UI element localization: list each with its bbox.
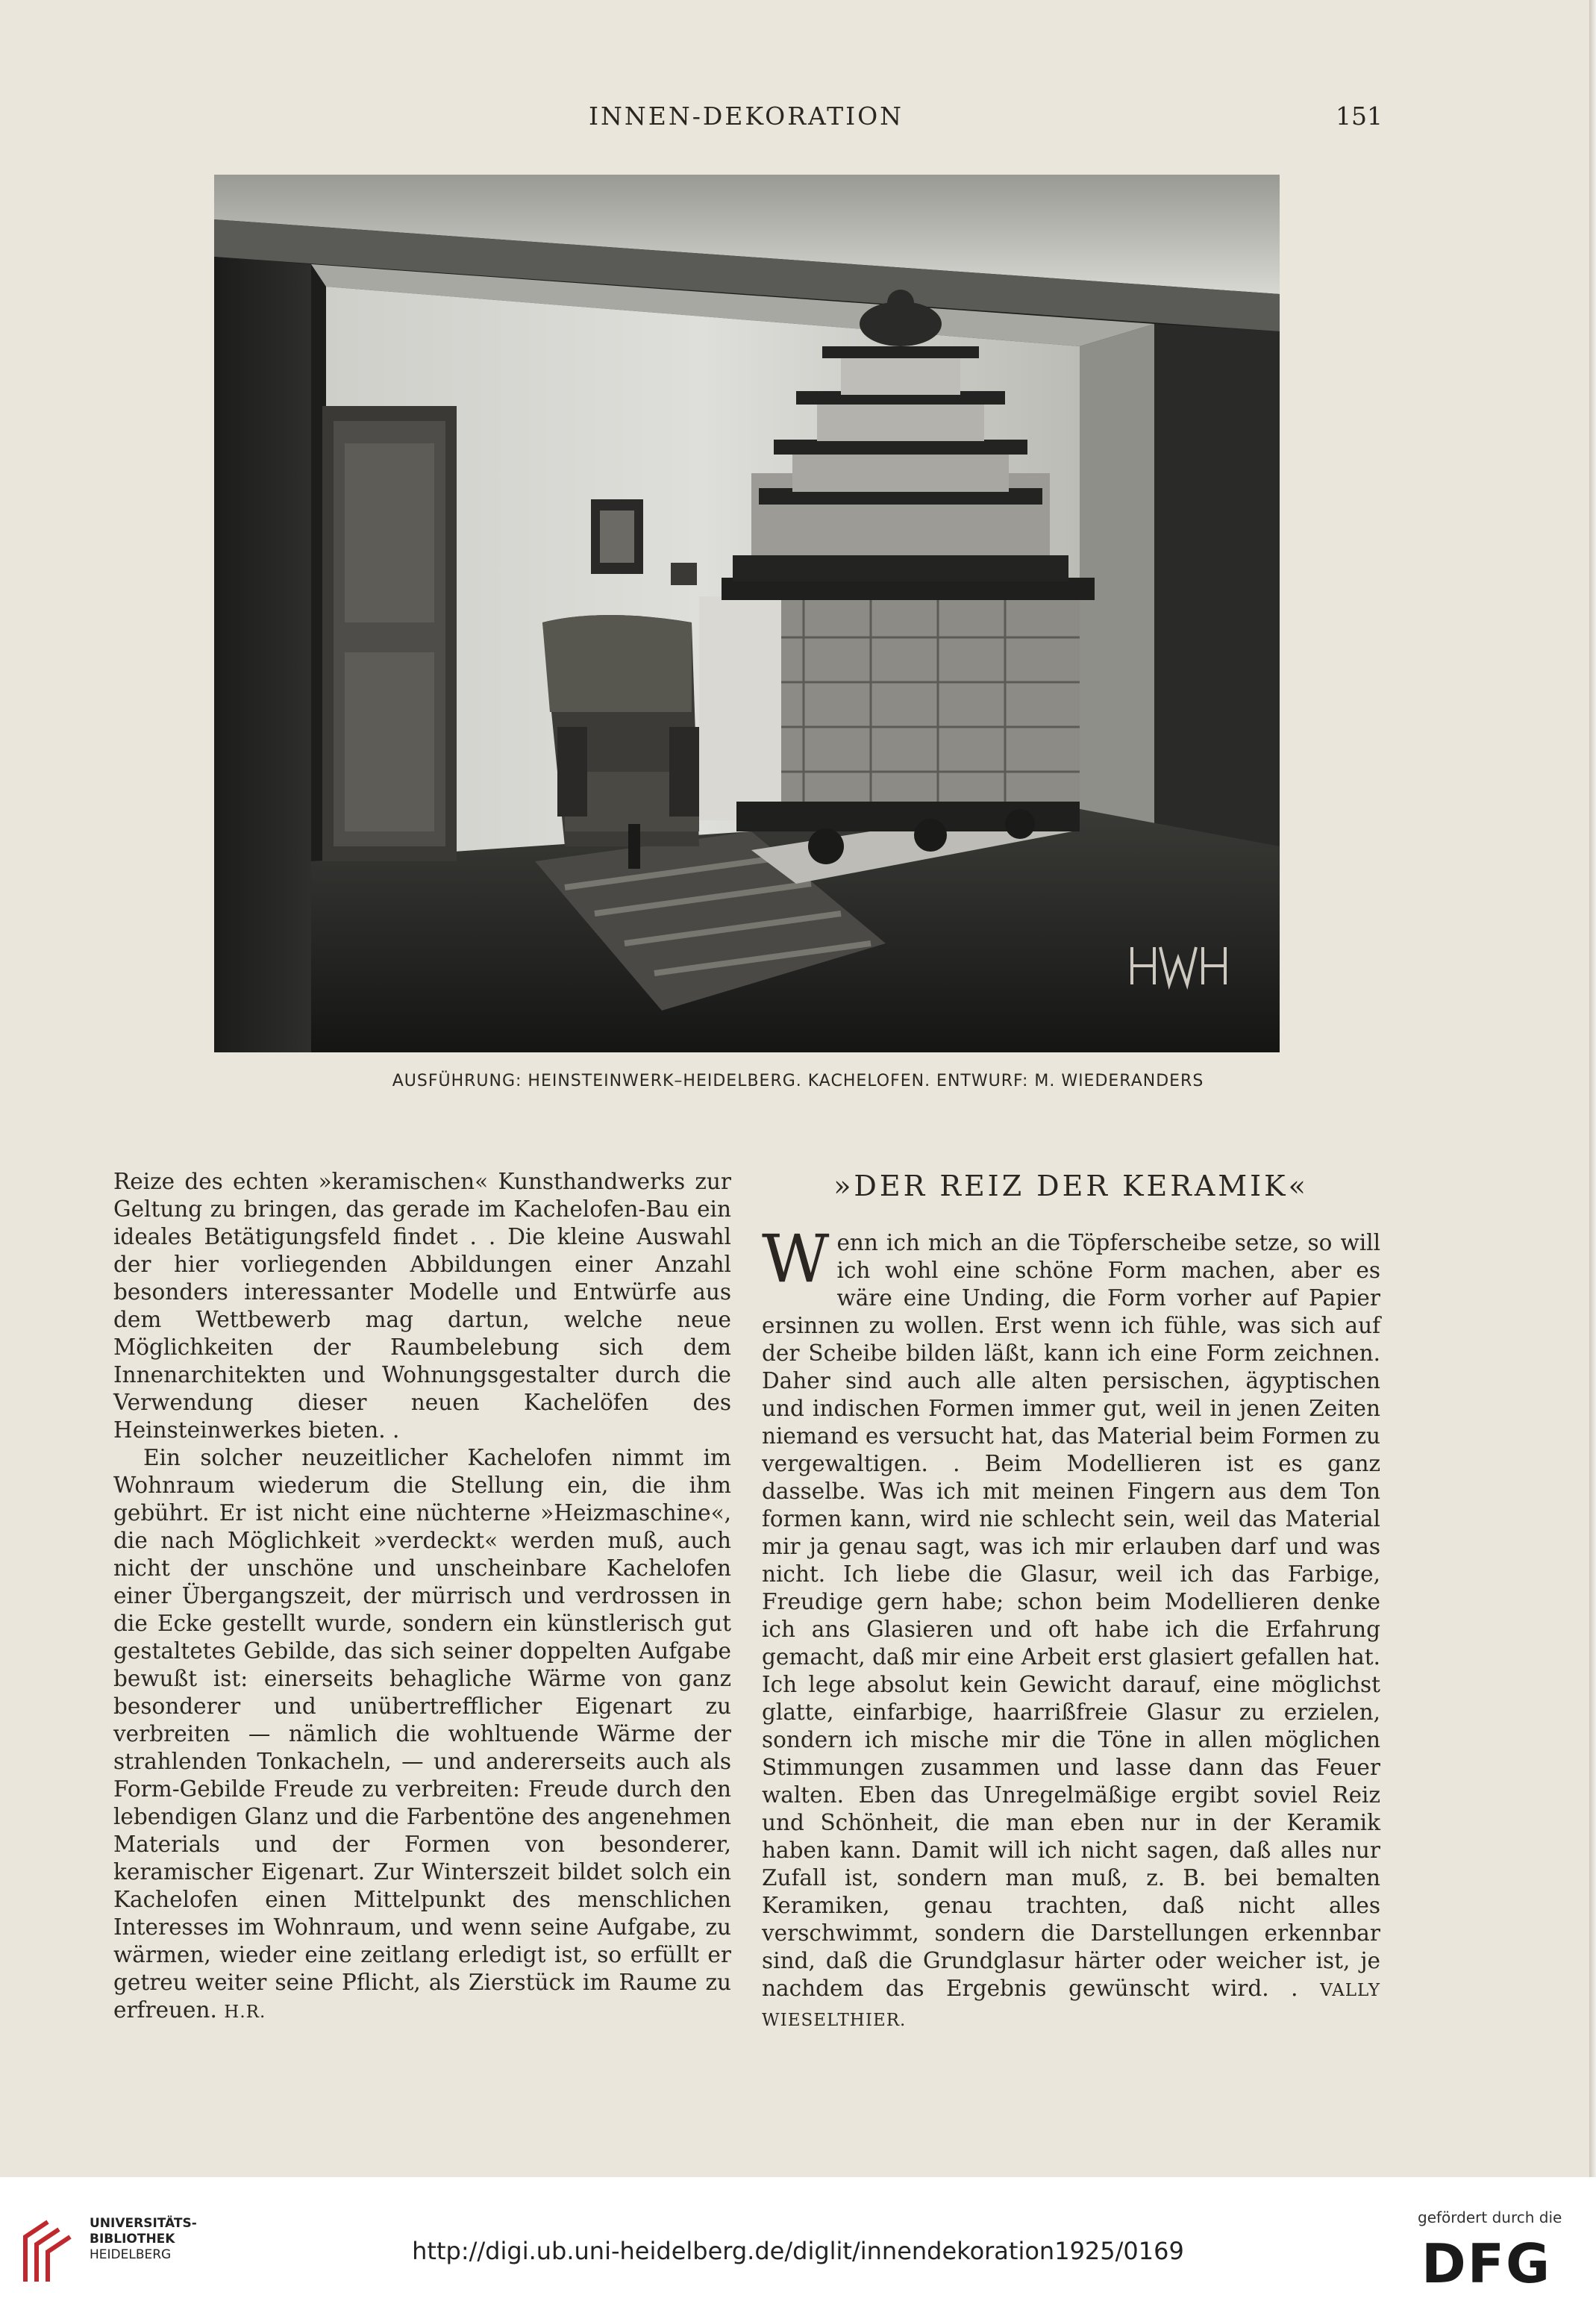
photo-kachelofen bbox=[214, 175, 1280, 1052]
library-line-3: HEIDELBERG bbox=[90, 2247, 172, 2262]
library-line-2: BIBLIOTHEK bbox=[90, 2232, 175, 2247]
library-line-1: UNIVERSITÄTS- bbox=[90, 2216, 197, 2231]
photo-caption: AUSFÜHRUNG: HEINSTEINWERK–HEIDELBERG. KACHELOFEN. ENTWURF: M. WIEDERANDERS bbox=[392, 1072, 1204, 1090]
article-title: »DER REIZ DER KERAMIK« bbox=[833, 1170, 1309, 1202]
dfg-logo: DFG bbox=[1421, 2232, 1552, 2295]
right-signature: VALLY WIESELTHIER. bbox=[762, 1981, 1380, 2030]
left-paragraph-2-text: Ein solcher neuzeitlicher Kachelofen nimmt im Wohnraum wiederum die Stellung ein, die ihm gebührt. Er ist nicht eine nüchterne »Heizmaschine«, die nach Möglichkeit »verdeckt« werden muß, auch nicht der unschöne und unscheinbare Kachelofen einer Übergangszeit, der mürrisch und verdrossen in die Ecke gestellt wurde, sondern ein künstlerisch gut gestaltetes Gebilde, das sich seiner doppelten Aufgabe bewußt ist: einerseits behagliche Wärme von ganz besonderer und unübertrefflicher Eigenart zu verbreiten — nämlich die wohltuende Wärme der strahlenden Tonkacheln, — und andererseits auch als Form-Gebilde Freude zu verbreiten: Freude durch den lebendigen Glanz und die Farbentöne des angenehmen Materials und der Formen von besonderer, keramischer Eigenart. Zur Winterszeit bildet solch ein Kachelofen einen Mittelpunkt des menschlichen Interesses im Wohnraum, und wenn seine Aufgabe, zu wärmen, wieder eine zeitlang erledigt ist, so erfüllt er getreu weiter seine Pflicht, als Zierstück im Raume zu erfreuen. bbox=[113, 1445, 731, 2023]
drop-cap: W bbox=[762, 1220, 830, 1297]
page-edge bbox=[1589, 0, 1596, 2304]
left-paragraph-1: Reize des echten »keramischen« Kunsthandwerks zur Geltung zu bringen, das gerade im Kachelofen-Bau ein ideales Betätigungsfeld findet . . Die kleine Auswahl der hier vorliegenden Abbildungen einer Anzahl besonders interessanter Modelle und Entwürfe aus dem Wettbewerb mag dartun, welche neue Möglichkeiten der Raumbelebung sich dem Innenarchitekten und Wohnungsgestalter durch die Verwendung dieser neuen Kachelöfen des Heinsteinwerkes bieten. . bbox=[113, 1169, 731, 1443]
funding-note: gefördert durch die bbox=[1418, 2208, 1562, 2226]
page-number: 151 bbox=[1336, 102, 1383, 131]
left-signature: H.R. bbox=[224, 2002, 266, 2022]
footer bbox=[0, 2177, 1596, 2304]
right-paragraph bbox=[762, 1220, 1380, 2035]
left-column bbox=[113, 1168, 731, 2026]
right-column bbox=[762, 1220, 1380, 2035]
permalink[interactable]: http://digi.ub.uni-heidelberg.de/diglit/innendekoration1925/0169 bbox=[412, 2237, 1184, 2265]
left-paragraph-2 bbox=[113, 1444, 731, 2026]
running-head: INNEN-DEKORATION bbox=[588, 102, 904, 131]
right-paragraph-text: enn ich mich an die Töpferscheibe setze, so will ich wohl eine schöne Form machen, aber es wäre eine Unding, die Form vorher auf Papier ersinnen zu wollen. Erst wenn ich fühle, was sich auf der Scheibe bilden läßt, kann ich eine Form zeichnen. Daher sind auch alle alten persischen, ägyptischen und indischen Formen immer gut, weil in jenen Zeiten niemand es versucht hat, das Material beim Formen zu vergewaltigen. . Beim Modellieren ist es ganz dasselbe. Was ich mit meinen Fingern aus dem Ton formen kann, wird nie schlecht sein, weil das Material mir ja genau sagt, was ich mir erlauben darf und was nicht. Ich liebe die Glasur, weil ich das Farbige, Freudige gern habe; schon beim Modellieren denke ich ans Glasieren und oft habe ich die Erfahrung gemacht, daß mir eine Arbeit erst glasiert gefallen hat. Ich lege absolut kein Gewicht darauf, eine möglichst glatte, einfarbige, haarrißfreie Glasur zu erzielen, sondern ich mische mir die Töne in allen möglichen Stimmungen zusammen und lasse dann das Feuer walten. Eben das Unregelmäßige ergibt soviel Reiz und Schönheit, die man eben nur in der Keramik haben kann. Damit will ich nicht sagen, daß alles nur Zufall ist, sondern man muß, z. B. bei bemalten Keramiken, genau trachten, daß nicht alles verschwimmt, sondern die Darstellungen erkennbar sind, daß die Grundglasur härter oder weicher ist, je nachdem das Ergebnis gewünscht wird. . bbox=[762, 1230, 1380, 2001]
